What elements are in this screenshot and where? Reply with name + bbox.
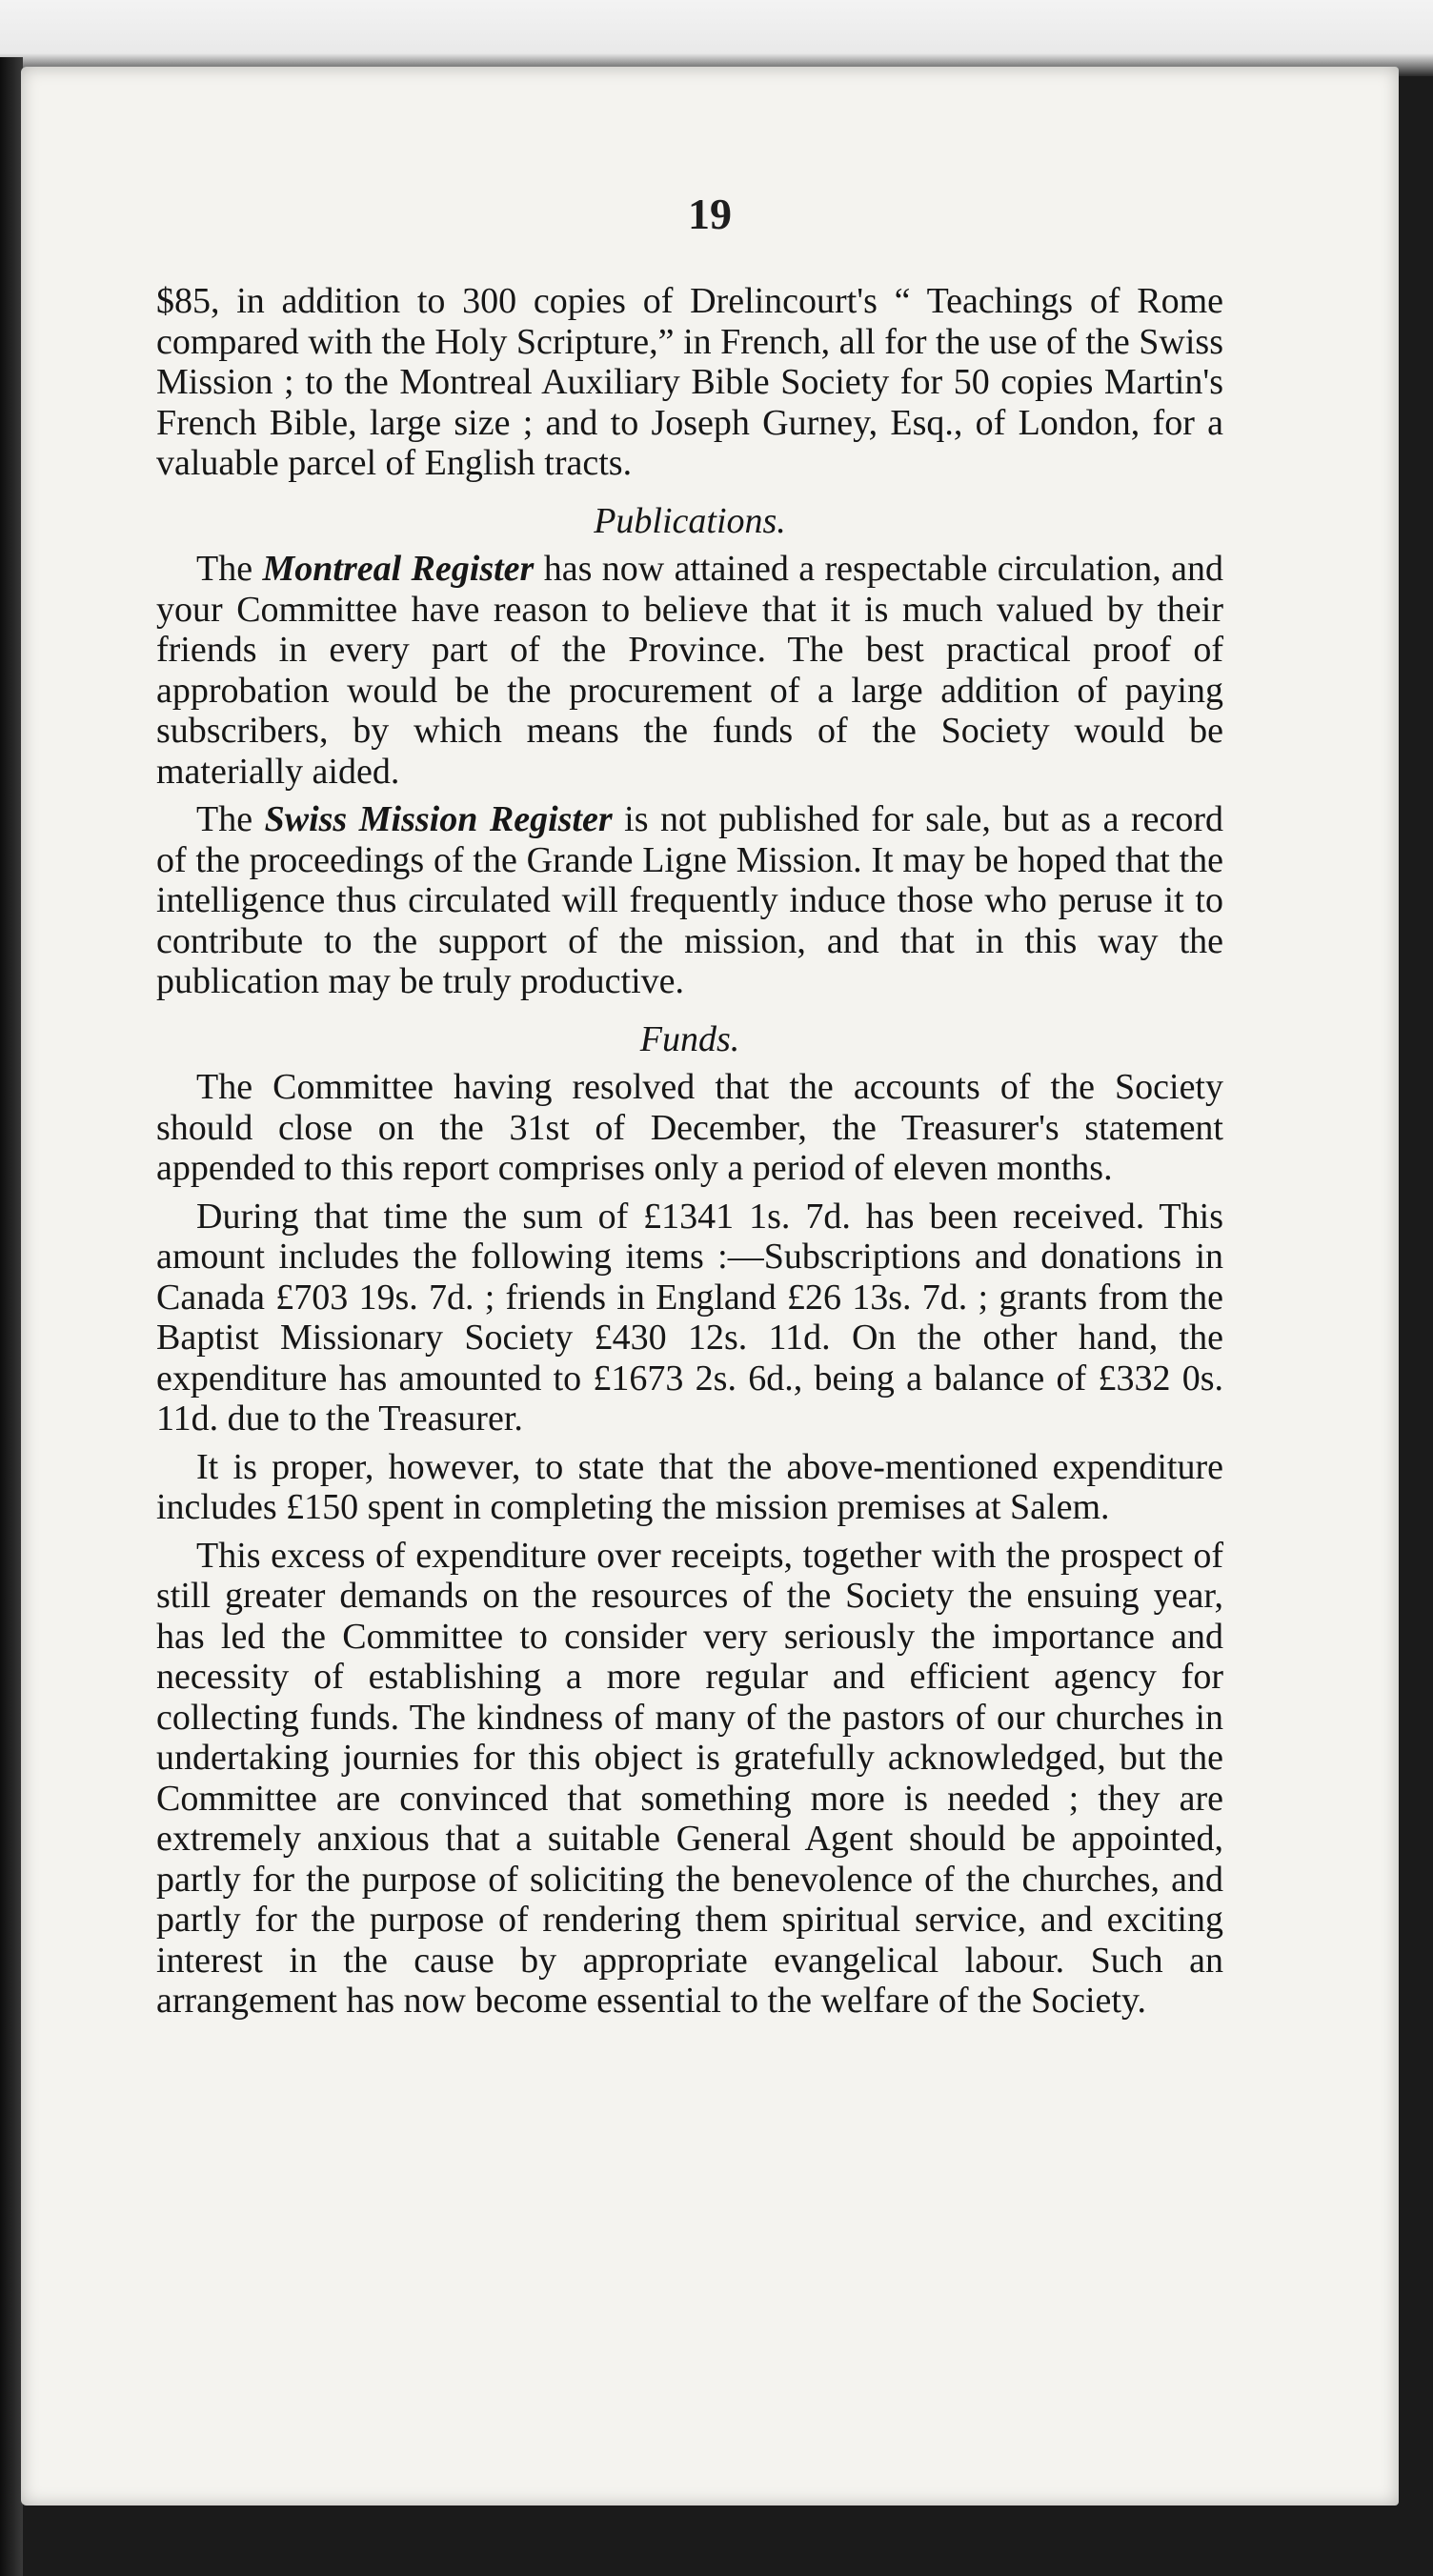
section-heading-publications: Publications. (594, 500, 786, 541)
text-lead: The (196, 549, 263, 589)
page-number: 19 (688, 190, 732, 238)
paragraph-swiss-mission-register (156, 799, 1223, 1002)
text-lead: The (196, 799, 265, 839)
publication-title-montreal-register: Montreal Register (262, 549, 535, 589)
paragraph-intro: $85, in addition to 300 copies of Drelincourt's “ Teachings of Rome compared with the Holy Scripture,” in French, all for the use of the Swiss Mission ; to the Montreal Auxiliary Bible Society for 50 copies Martin's French Bible, large size ; and to Joseph Gurney, Esq., of London, for a valuable parcel of English tracts. (156, 281, 1223, 483)
document-page (21, 67, 1399, 2506)
paragraph-montreal-register (156, 549, 1223, 792)
scan-background-top (0, 0, 1433, 76)
scan-background-edge (0, 57, 23, 2576)
paragraph-funds-salem: It is proper, however, to state that the above-mentioned expenditure includes £150 spent in completing the mission premises at Salem. (156, 1446, 1223, 1527)
text-rest: has now attained a respectable circulation, and your Committee have reason to believe that it is much valued by their friends in every part of the Province. The best practical proof of approbation would be the procurement of a large addition of paying subscribers, by which means the funds of the Society would be materially aided. (156, 549, 1223, 792)
paragraph-funds-agency: This excess of expenditure over receipts, together with the prospect of still greater demands on the resources of the Society the ensuing year, has led the Committee to consider very seriously the importance and necessity of establishing a more regular and efficient agency for collecting funds. The kindness of many of the pastors of our churches in undertaking journies for this object is gratefully acknowledged, but the Committee are convinced that something more is needed ; they are extremely anxious that a suitable General Agent should be appointed, partly for the purpose of soliciting the benevolence of the churches, and partly for the purpose of rendering them spiritual service, and exciting interest in the cause by appropriate evangelical labour. Such an arrangement has now become essential to the welfare of the Society. (156, 1535, 1223, 2021)
text-rest: is not published for sale, but as a record of the proceedings of the Grande Ligne Mission. It may be hoped that the intelligence thus circulated will frequently induce those who peruse it to contribute to the support of the mission, and that in this way the publication may be truly productive. (156, 799, 1224, 1001)
section-heading-funds: Funds. (639, 1018, 740, 1059)
publication-title-swiss-mission-register: Swiss Mission Register (264, 799, 613, 839)
paragraph-funds-receipts: During that time the sum of £1341 1s. 7d. has been received. This amount includes the following items :—Subscriptions and donations in Canada £703 19s. 7d. ; friends in England £26 13s. 7d. ; grants from the Baptist Missionary Society £430 12s. 11d. On the other hand, the expenditure has amounted to £1673 2s. 6d., being a balance of £332 0s. 11d. due to the Treasurer. (156, 1196, 1223, 1439)
paragraph-funds-accounts: The Committee having resolved that the accounts of the Society should close on the 31st of December, the Treasurer's statement appended to this report comprises only a period of eleven months. (156, 1067, 1223, 1188)
page-body (156, 281, 1223, 2029)
